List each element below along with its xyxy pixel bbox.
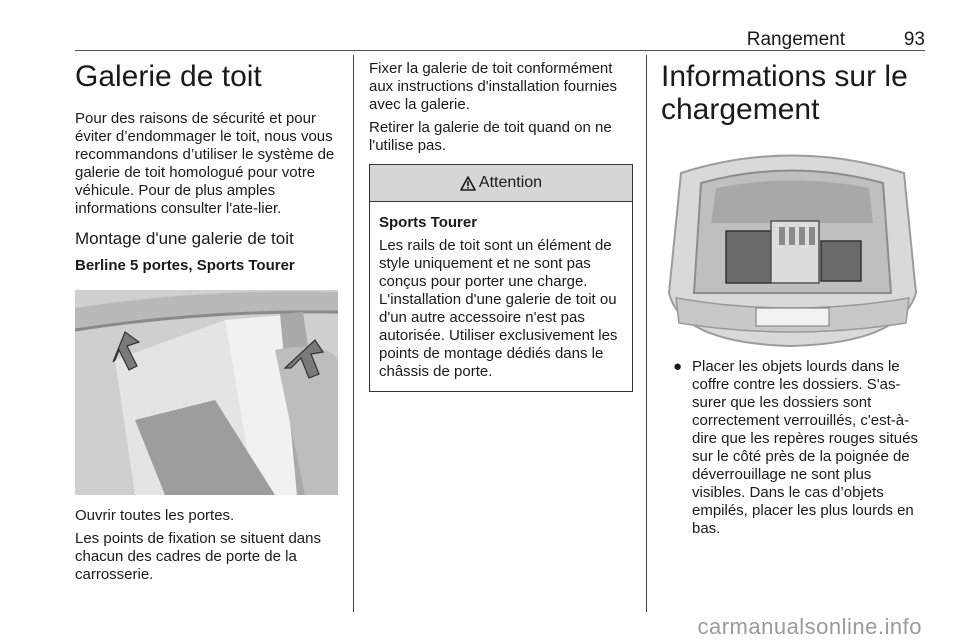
page-number: 93 bbox=[903, 29, 925, 50]
warning-triangle-icon bbox=[460, 176, 476, 191]
variant-heading: Berline 5 portes, Sports Tourer bbox=[75, 257, 295, 274]
column-divider bbox=[646, 55, 647, 612]
trunk-loading-figure bbox=[661, 143, 924, 348]
loading-tips-list bbox=[661, 358, 926, 538]
paragraph-fix-rack: Fixer la galerie de toit conformément aux instructions d'installation fournies avec la galerie. bbox=[369, 60, 617, 113]
list-item-text: Placer les objets lourds dans le coffre contre les dossiers. S'as-surer que les dossiers sont correctement verrouillés, c'est-à-dire que les repères rouges situés sur le côté près de la poignée de déverrouillage ne sont plus visibles. Dans le cas d’objets empilés, placer les plus lourds en bas. bbox=[692, 358, 918, 537]
section-name: Rangement bbox=[746, 29, 845, 50]
section-title: Galerie de toit bbox=[75, 60, 262, 93]
roof-mount-figure bbox=[75, 290, 338, 495]
column-2 bbox=[369, 60, 633, 392]
paragraph-open-doors: Ouvrir toutes les portes. bbox=[75, 507, 235, 524]
attention-text: Les rails de toit sont un élément de style uniquement et ne sont pas conçus pour porter une charge. L'installation d'une galerie de toit ou d'un autre accessoire n'est pas autorisée. Utiliser exclusivement les points de montage dédiés dans le châssis de porte. bbox=[379, 237, 618, 380]
section-title-loading: Informations sur le chargement bbox=[661, 60, 908, 126]
watermark: carmanualsonline.info bbox=[697, 614, 922, 639]
column-1 bbox=[75, 60, 340, 589]
column-divider bbox=[353, 55, 354, 612]
subsection-title: Montage d'une galerie de toit bbox=[75, 229, 294, 248]
attention-header bbox=[370, 165, 632, 202]
list-item bbox=[661, 358, 926, 538]
page-header bbox=[75, 30, 925, 50]
attention-box bbox=[369, 164, 633, 392]
attention-title: Sports Tourer bbox=[379, 214, 478, 231]
attention-label: Attention bbox=[478, 174, 543, 191]
header-rule bbox=[75, 50, 925, 51]
paragraph-remove-rack: Retirer la galerie de toit quand on ne l'utilise pas. bbox=[369, 119, 612, 154]
paragraph-mount-points: Les points de fixation se situent dans chacun des cadres de porte de la carrosserie. bbox=[75, 530, 321, 583]
bullet-marker: ● bbox=[673, 358, 683, 375]
intro-paragraph: Pour des raisons de sécurité et pour éviter d’endommager le toit, nous vous recommandons d’utiliser le système de galerie de toit homologué pour votre véhicule. Pour de plus amples informations consulter l'ate-lier. bbox=[75, 110, 335, 217]
column-3 bbox=[661, 60, 926, 538]
